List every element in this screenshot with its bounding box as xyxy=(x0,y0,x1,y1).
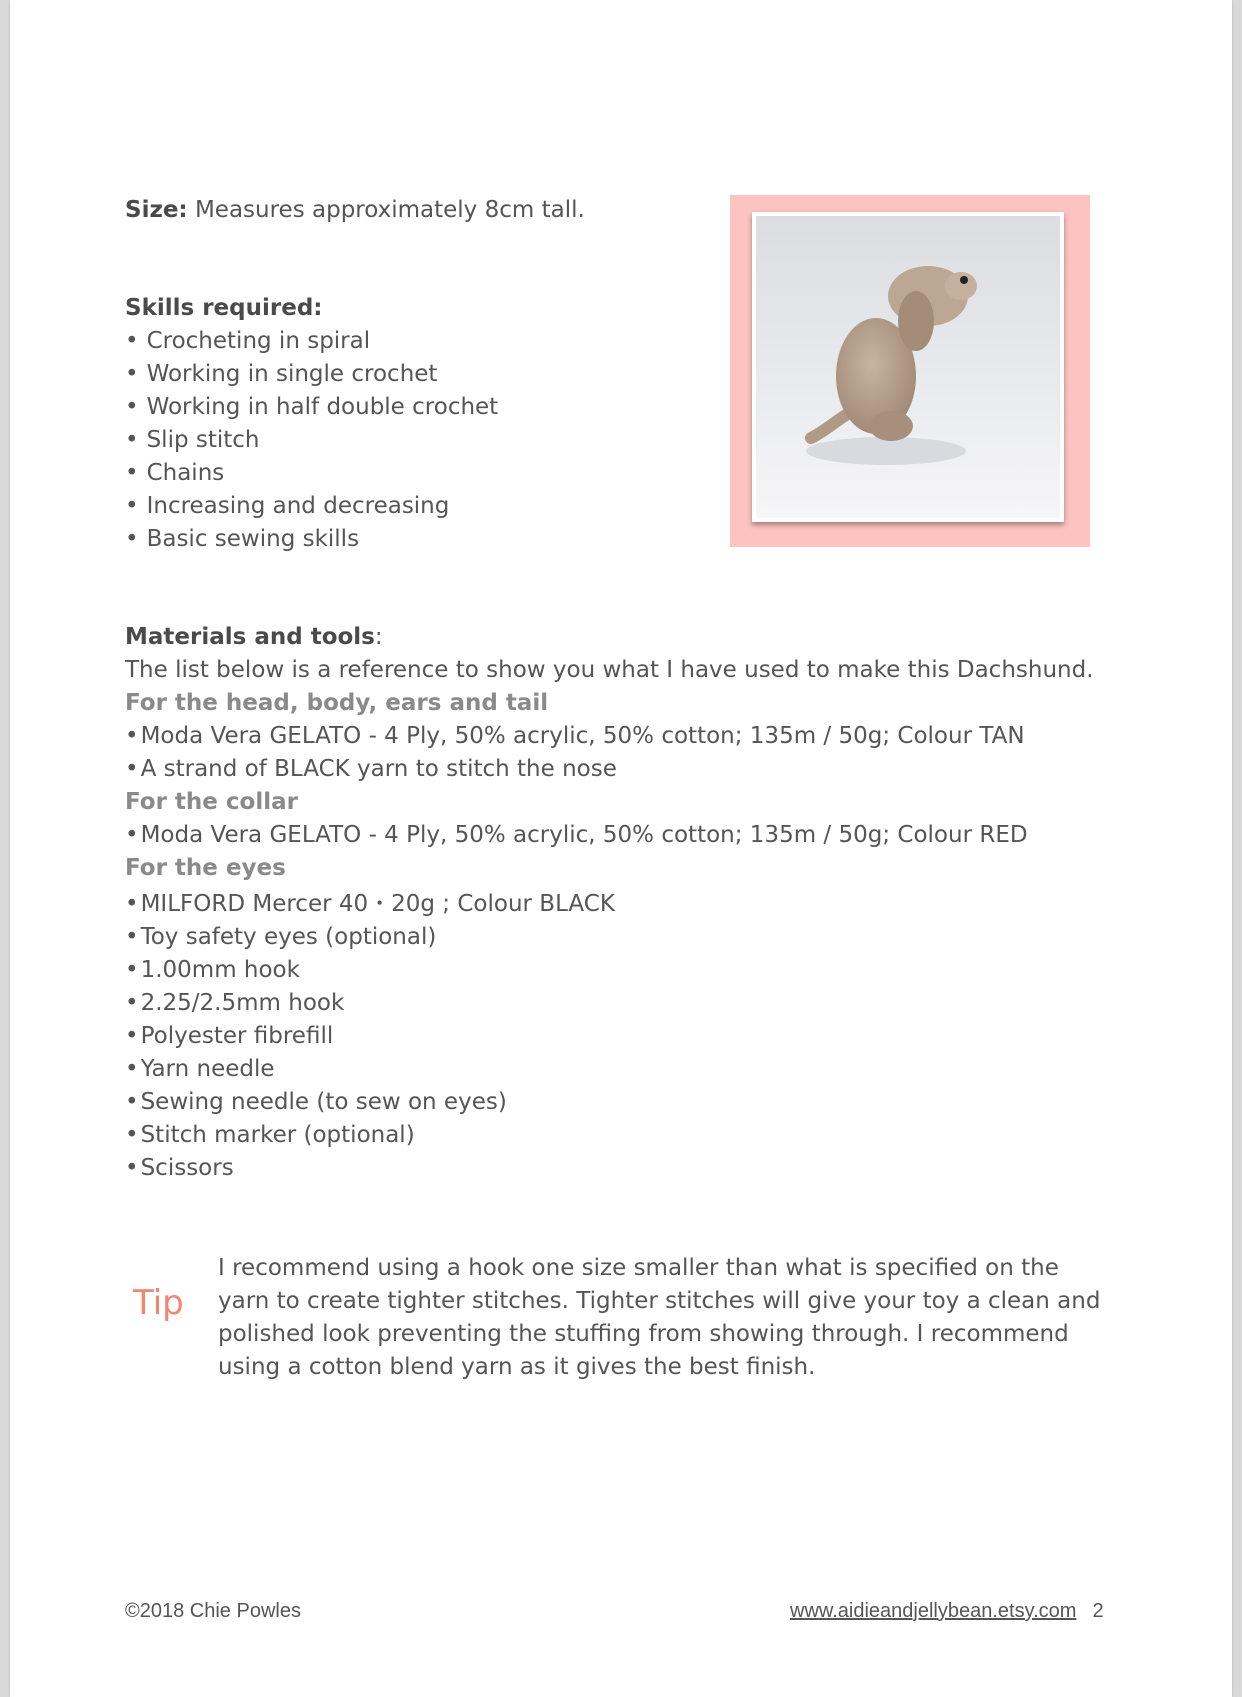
materials-section xyxy=(125,621,1094,1185)
tip-label: Tip xyxy=(133,1283,184,1323)
tip-line: using a cotton blend yarn as it gives the best finish. xyxy=(218,1354,816,1380)
size-line xyxy=(125,194,585,227)
skill-item: • Working in half double crochet xyxy=(125,391,498,424)
material-item: • 1.00mm hook xyxy=(125,954,1094,987)
dachshund-photo xyxy=(752,212,1064,522)
footer-right xyxy=(790,1600,1104,1623)
skill-item: • Basic sewing skills xyxy=(125,523,498,556)
crochet-dachshund-image xyxy=(756,216,1060,518)
tip-line: polished look preventing the stuffing from showing through. I recommend xyxy=(218,1321,1069,1347)
material-item: • MILFORD Mercer 40・20g ; Colour BLACK xyxy=(125,888,1094,921)
tip-line: yarn to create tighter stitches. Tighter stitches will give your toy a clean and xyxy=(218,1288,1101,1314)
materials-intro: The list below is a reference to show you what I have used to make this Dachshund. xyxy=(125,657,1094,683)
section-title: For the collar xyxy=(125,789,298,815)
material-item: • 2.25/2.5mm hook xyxy=(125,987,1094,1020)
skill-item: • Increasing and decreasing xyxy=(125,490,498,523)
size-label: Size: xyxy=(125,197,188,223)
tip-line: I recommend using a hook one size smaller than what is specified on the xyxy=(218,1255,1059,1281)
skills-heading: Skills required: xyxy=(125,295,323,321)
size-text: Measures approximately 8cm tall. xyxy=(187,197,585,223)
materials-heading: Materials and tools xyxy=(125,624,375,650)
skill-item: • Slip stitch xyxy=(125,424,498,457)
document-page xyxy=(10,0,1232,1697)
materials-heading-line xyxy=(125,621,1094,654)
material-item: • A strand of BLACK yarn to stitch the nose xyxy=(125,753,1094,786)
section-title: For the eyes xyxy=(125,855,286,881)
skill-item: • Crocheting in spiral xyxy=(125,325,498,358)
website-link[interactable]: www.aidieandjellybean.etsy.com xyxy=(790,1600,1077,1622)
photo-frame xyxy=(730,195,1090,547)
materials-heading-suffix: : xyxy=(374,624,383,650)
skill-item: • Working in single crochet xyxy=(125,358,498,391)
material-item: • Polyester fibrefill xyxy=(125,1020,1094,1053)
material-item: • Toy safety eyes (optional) xyxy=(125,921,1094,954)
skills-section xyxy=(125,292,498,556)
material-item: • Moda Vera GELATO - 4 Ply, 50% acrylic, 50% cotton; 135m / 50g; Colour RED xyxy=(125,819,1094,852)
section-title: For the head, body, ears and tail xyxy=(125,690,549,716)
tip-body xyxy=(218,1252,1101,1384)
copyright: ©2018 Chie Powles xyxy=(125,1600,301,1622)
material-item: • Moda Vera GELATO - 4 Ply, 50% acrylic, 50% cotton; 135m / 50g; Colour TAN xyxy=(125,720,1094,753)
skill-item: • Chains xyxy=(125,457,498,490)
material-item: • Sewing needle (to sew on eyes) xyxy=(125,1086,1094,1119)
material-item: • Scissors xyxy=(125,1152,1094,1185)
material-item: • Yarn needle xyxy=(125,1053,1094,1086)
page-number: 2 xyxy=(1092,1600,1104,1622)
material-item: • Stitch marker (optional) xyxy=(125,1119,1094,1152)
